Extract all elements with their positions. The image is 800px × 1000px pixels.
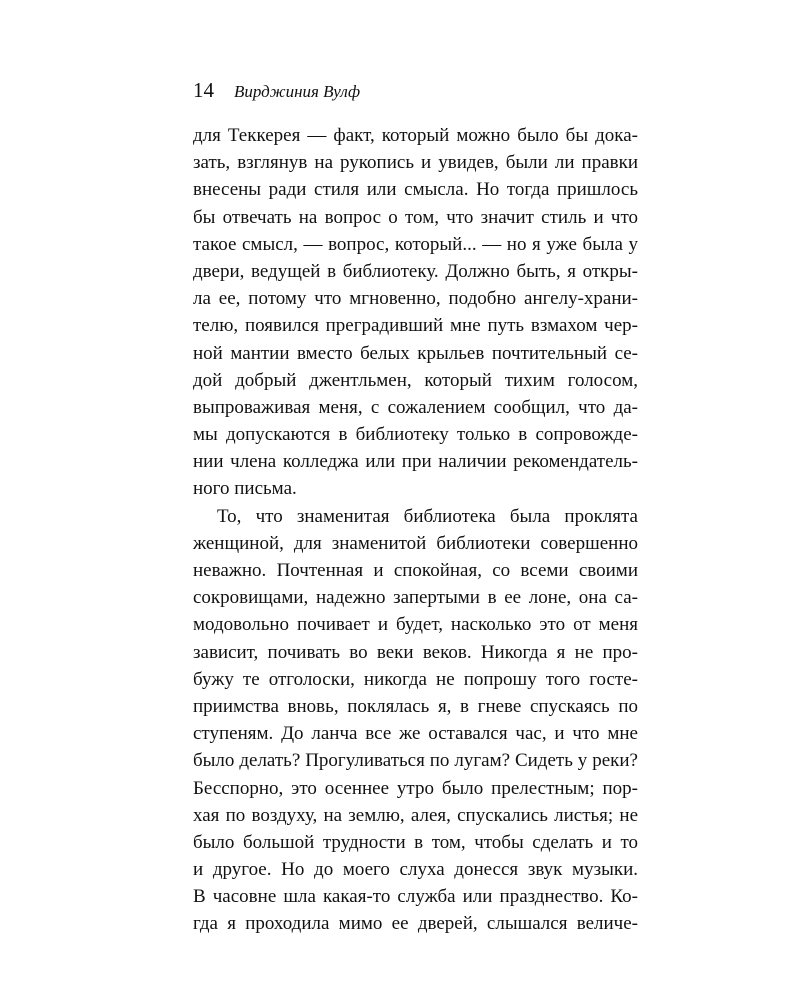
text-line: ступеням. До ланча все же оставался час, и что мне [193,723,638,745]
text-line: было делать? Прогуливаться по лугам? Сидеть у реки? [193,750,638,772]
text-line: зависит, почивать во веки веков. Никогда я не про- [193,641,638,663]
paragraph-2 [193,503,638,938]
text-line: телю, появился преградивший мне путь взмахом чер- [193,315,638,337]
text-line: То, что знаменитая библиотека была проклята [217,505,638,527]
text-line: и другое. Но до моего слуха донесся звук музыки. [193,859,638,881]
text-line: бы отвечать на вопрос о том, что значит стиль и что [193,206,638,228]
text-line: бужу те отголоски, никогда не попрошу того госте- [193,668,638,690]
text-line: Бесспорно, это осеннее утро было прелестным; пор- [193,777,638,799]
running-title: Вирджиния Вулф [234,82,361,101]
text-line: выпроваживая меня, с сожалением сообщил, что да- [193,396,638,418]
text-line: дой добрый джентльмен, который тихим голосом, [193,369,638,391]
text-line: для Теккерея — факт, который можно было бы дока- [193,125,638,146]
text-line: женщиной, для знаменитой библиотеки совершенно [193,532,638,554]
text-line: сокровищами, надежно запертыми в ее лоне, она са- [193,587,638,609]
body-text [193,122,638,938]
text-line: было большой трудности в том, чтобы сделать и то [193,831,638,853]
text-line: хая по воздуху, на землю, алея, спускались листья; не [193,804,638,826]
text-line: В часовне шла какая-то служба или празднество. Ко- [193,886,638,908]
text-line: модовольно почивает и будет, насколько это от меня [193,614,638,636]
text-line: зать, взглянув на рукопись и увидев, были ли правки [193,152,638,174]
page-number: 14 [193,78,214,102]
text-line: ного письма. [193,478,297,500]
paragraph-1 [193,122,638,503]
text-line: приимства вновь, поклялась я, в гневе спускаясь по [193,695,638,717]
text-line: нии члена колледжа или при наличии рекомендатель- [193,451,638,473]
text-line: двери, ведущей в библиотеку. Должно быть, я откры- [193,260,638,282]
text-line: неважно. Почтенная и спокойная, со всеми своими [193,560,638,581]
text-line: гда я проходила мимо ее дверей, слышался величе- [193,913,638,935]
text-line: ла ее, потому что мгновенно, подобно ангелу-храни- [193,288,638,310]
running-head [193,78,360,108]
text-line: внесены ради стиля или смысла. Но тогда пришлось [193,179,638,201]
text-line: ной мантии вместо белых крыльев почтительный се- [193,342,638,364]
text-line: такое смысл, — вопрос, который... — но я уже была у [193,233,638,255]
text-line: мы допускаются в библиотеку только в сопровожде- [193,424,638,446]
